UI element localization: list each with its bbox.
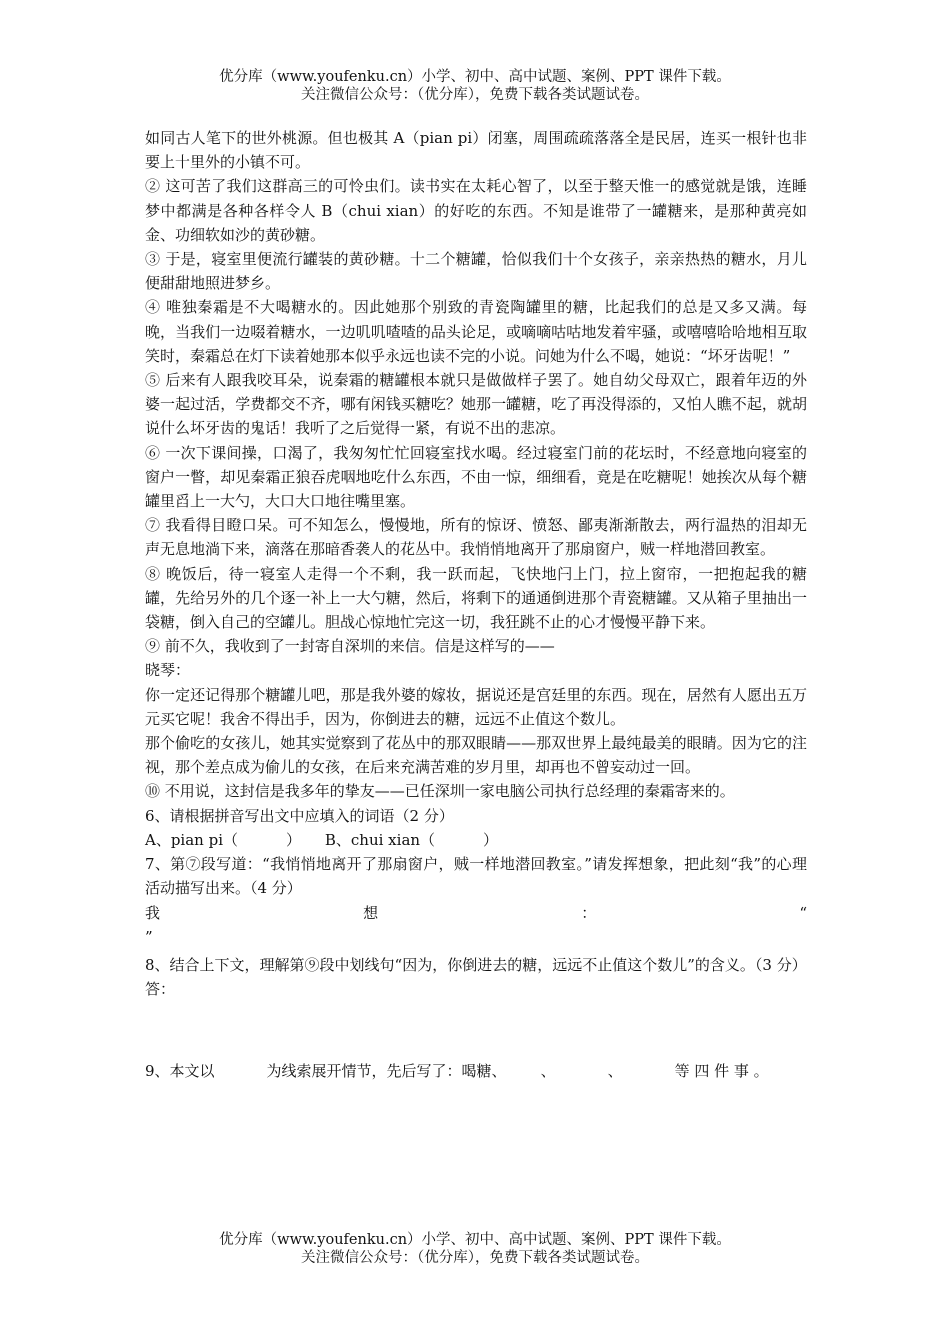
question-6-prompt: 6、请根据拼音写出文中应填入的词语（2 分） [145,806,454,825]
paragraph-4: ④ 唯独秦霜是不大喝糖水的。因此她那个别致的青瓷陶罐里的糖，比起我们的总是又多又满。每晚，当我们一边啜着糖水，一边叽叽喳喳的品头论足，或嘀嘀咕咕地发着牢骚，或嘻嘻哈哈地相互取笑时，秦霜总在灯下读着她那本似乎永远也读不完的小说。问她为什么不喝，她说：“坏牙齿呢！” [145,298,807,365]
paragraph-5: ⑤ 后来有人跟我咬耳朵，说秦霜的糖罐根本就只是做做样子罢了。她自幼父母双亡，跟着年迈的外婆一起过活，学费都交不齐，哪有闲钱买糖吃？她那一罐糖，吃了再没得添的，又怕人瞧不起，就胡说什么坏牙齿的鬼话！我听了之后觉得一紧，有说不出的悲凉。 [145,371,807,438]
q7-close-quote: ” [145,927,153,946]
q6-a-label: A、pian pi（ [145,830,239,849]
paragraph-9: ⑨ 前不久，我收到了一封寄自深圳的来信。信是这样写的—— [145,637,555,656]
paragraph-6: ⑥ 一次下课间操，口渴了，我匆匆忙忙回寝室找水喝。经过寝室门前的花坛时，不经意地向寝室的窗户一瞥，却见秦霜正狼吞虎咽地吃什么东西，不由一惊，细细看，竟是在吃糖呢！她挨次从每个糖罐里舀上一大勺，大口大口地往嘴里塞。 [145,443,807,511]
letter-salutation: 晓琴： [145,661,191,680]
letter-paragraph-2: 那个偷吃的女孩儿，她其实觉察到了花丛中的那双眼睛——那双世界上最纯最美的眼睛。因为它的注视，那个差点成为偷儿的女孩，在后来充满苦难的岁月里，却再也不曾妄动过一回。 [145,734,807,777]
question-8-prompt: 8、结合上下文，理解第⑨段中划线句“因为，你倒进去的糖，远远不止值这个数儿”的含义。（3 分） [145,955,807,974]
page-header [0,68,950,104]
question-7-answer-line[interactable] [145,901,807,925]
paragraph-10: ⑩ 不用说，这封信是我多年的挚友——已任深圳一家电脑公司执行总经理的秦霜寄来的。 [145,782,735,801]
q6-b-close: ） [483,830,499,849]
question-7-prompt: 7、第⑦段写道：“我悄悄地离开了那扇窗户，贼一样地潜回教室。”请发挥想象，把此刻“我”的心理活动描写出来。（4 分） [145,855,807,898]
q6-b-label: B、chui xian（ [324,830,436,849]
question-8-answer-space[interactable] [145,1001,807,1059]
q9-part-2: 为线索展开情节，先后写了：喝糖、 [266,1062,507,1081]
q6-a-close: ） [286,830,302,849]
document-body [145,126,807,1084]
q7-word-xiang: 想 [363,903,379,922]
q7-word-wo: 我 [145,903,161,922]
header-line-2: 关注微信公众号：（优分库），免费下载各类试题试卷。 [301,87,649,103]
letter-paragraph-1: 你一定还记得那个糖罐儿吧，那是我外婆的嫁妆，据说还是宫廷里的东西。现在，居然有人愿出五万元买它呢！我舍不得出手，因为，你倒进去的糖，远远不止值这个数儿。 [145,685,807,728]
q9-part-3: 、 [540,1062,556,1081]
paragraph-3: ③ 于是，寝室里便流行罐装的黄砂糖。十二个糖罐，恰似我们十个女孩子，亲亲热热的糖水，月儿便甜甜地照进梦乡。 [145,250,807,293]
paragraph-2: ② 这可苦了我们这群高三的可怜虫们。读书实在太耗心智了，以至于整天惟一的感觉就是饿，连睡梦中都满是各种各样令人 B（chui xian）的好吃的东西。不知是谁带了一罐糖来，是那种黄亮如金、功细软如沙的黄砂糖。 [145,177,807,244]
footer-line-1: 优分库（www.youfenku.cn）小学、初中、高中试题、案例、PPT 课件下载。 [219,1232,731,1248]
q7-colon: ： [581,903,597,922]
header-line-1: 优分库（www.youfenku.cn）小学、初中、高中试题、案例、PPT 课件下载。 [219,69,731,85]
paragraph-1: 如同古人笔下的世外桃源。但也极其 A（pian pi）闭塞，周围疏疏落落全是民居，连买一根针也非要上十里外的小镇不可。 [145,129,807,172]
q9-part-4: 、 [607,1062,623,1081]
q9-part-5: 等 四 件 事 。 [674,1062,769,1081]
q9-part-1: 9、本文以 [145,1062,215,1081]
page-footer [0,1231,950,1267]
question-8-answer-label: 答： [145,980,176,999]
question-6-answers [145,828,807,852]
paragraph-7: ⑦ 我看得目瞪口呆。可不知怎么，慢慢地，所有的惊讶、愤怒、鄙夷渐渐散去，两行温热的泪却无声无息地淌下来，滴落在那暗香袭人的花丛中。我悄悄地离开了那扇窗户，贼一样地潜回教室。 [145,516,807,559]
paragraph-8: ⑧ 晚饭后，待一寝室人走得一个不剩，我一跃而起，飞快地闩上门，拉上窗帘，一把抱起我的糖罐，先给另外的几个逐一补上一大勺糖，然后，将剩下的通通倒进那个青瓷糖罐。又从箱子里抽出一袋糖，倒入自己的空罐儿。胆战心惊地忙完这一切，我狂跳不止的心才慢慢平静下来。 [145,564,807,632]
question-9 [145,1059,807,1083]
q7-open-quote: “ [799,903,807,922]
footer-line-2: 关注微信公众号：（优分库），免费下载各类试题试卷。 [301,1250,649,1266]
